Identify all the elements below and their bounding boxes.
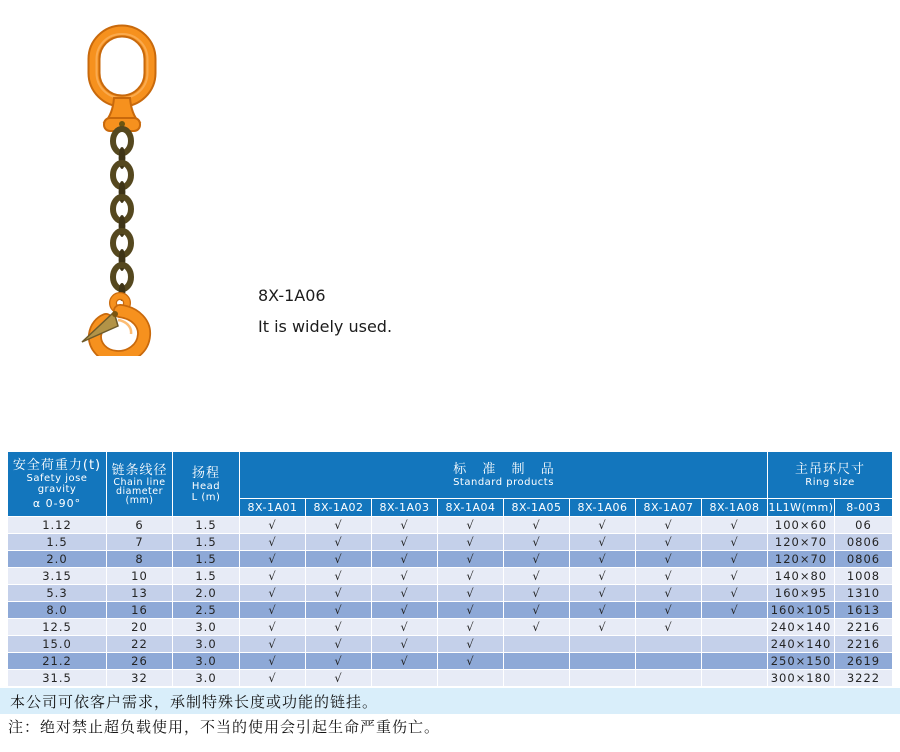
column-header-8x-1a02: 8X-1A02 (306, 499, 371, 516)
ring-code-cell: 1008 (835, 568, 892, 584)
diameter-cell: 20 (107, 619, 172, 635)
load-cell: 15.0 (8, 636, 106, 652)
head-label-zh: 扬程 (191, 465, 220, 481)
check-cell-8x-1a04: √ (438, 585, 503, 601)
check-cell-8x-1a01: √ (240, 585, 305, 601)
chain-diameter-label-en1: Chain line (113, 477, 166, 488)
standard-products-zh: 标 准 制 品 (453, 462, 560, 477)
safe-load-angle: α 0-90° (32, 497, 82, 510)
check-cell-8x-1a08: √ (702, 517, 767, 533)
check-cell-8x-1a02: √ (306, 517, 371, 533)
column-header-8x-1a08: 8X-1A08 (702, 499, 767, 516)
ring-size-cell: 120×70 (768, 534, 834, 550)
check-cell-8x-1a05: √ (504, 551, 569, 567)
column-header-ring-dimensions: 1L1W(mm) (768, 501, 834, 514)
table-row (8, 585, 892, 601)
check-cell-8x-1a08: √ (702, 568, 767, 584)
ring-size-zh: 主吊环尺寸 (794, 462, 865, 477)
diameter-cell: 10 (107, 568, 172, 584)
check-cell-8x-1a06: √ (570, 534, 635, 550)
check-cell-8x-1a05 (504, 670, 569, 686)
diameter-cell: 6 (107, 517, 172, 533)
ring-size-cell: 240×140 (768, 619, 834, 635)
check-cell-8x-1a06 (570, 653, 635, 669)
ring-size-cell: 250×150 (768, 653, 834, 669)
check-cell-8x-1a05: √ (504, 619, 569, 635)
check-cell-8x-1a05 (504, 653, 569, 669)
check-cell-8x-1a01: √ (240, 636, 305, 652)
check-cell-8x-1a08 (702, 619, 767, 635)
check-cell-8x-1a06 (570, 670, 635, 686)
ring-size-en: Ring size (805, 477, 855, 488)
ring-size-cell: 300×180 (768, 670, 834, 686)
head-cell: 1.5 (173, 551, 239, 567)
chain (113, 129, 131, 301)
note-band (0, 688, 900, 714)
column-header-8x-1a05: 8X-1A05 (504, 499, 569, 516)
ring-code-cell: 0806 (835, 551, 892, 567)
note-warning: 注：绝对禁止超负载使用，不当的使用会引起生命严重伤亡。 (8, 718, 441, 736)
check-cell-8x-1a08 (702, 636, 767, 652)
ring-code-cell: 2619 (835, 653, 892, 669)
check-cell-8x-1a06: √ (570, 585, 635, 601)
check-cell-8x-1a01: √ (240, 551, 305, 567)
diameter-cell: 22 (107, 636, 172, 652)
check-cell-8x-1a03: √ (372, 585, 437, 601)
column-header-8x-1a06: 8X-1A06 (570, 499, 635, 516)
ring-size-cell: 240×140 (768, 636, 834, 652)
ring-size-cell: 120×70 (768, 551, 834, 567)
check-cell-8x-1a03: √ (372, 619, 437, 635)
check-cell-8x-1a02: √ (306, 585, 371, 601)
ring-size-cell: 140×80 (768, 568, 834, 584)
check-cell-8x-1a06: √ (570, 568, 635, 584)
ring-code-cell: 2216 (835, 619, 892, 635)
check-cell-8x-1a02: √ (306, 602, 371, 618)
check-cell-8x-1a07 (636, 653, 701, 669)
group-header-ring-size (768, 452, 892, 498)
load-cell: 5.3 (8, 585, 106, 601)
check-cell-8x-1a02: √ (306, 551, 371, 567)
check-cell-8x-1a08: √ (702, 585, 767, 601)
check-cell-8x-1a05: √ (504, 534, 569, 550)
ring-size-cell: 160×95 (768, 585, 834, 601)
check-cell-8x-1a01: √ (240, 602, 305, 618)
check-cell-8x-1a02: √ (306, 653, 371, 669)
check-cell-8x-1a03: √ (372, 568, 437, 584)
check-cell-8x-1a07: √ (636, 551, 701, 567)
check-cell-8x-1a03: √ (372, 517, 437, 533)
table-row (8, 534, 892, 550)
load-cell: 1.12 (8, 517, 106, 533)
ring-size-cell: 160×105 (768, 602, 834, 618)
check-cell-8x-1a05: √ (504, 602, 569, 618)
check-cell-8x-1a01: √ (240, 534, 305, 550)
check-cell-8x-1a03: √ (372, 551, 437, 567)
column-header-8x-1a07: 8X-1A07 (636, 499, 701, 516)
column-header-ring-code: 8-003 (835, 499, 892, 516)
check-cell-8x-1a04: √ (438, 551, 503, 567)
check-cell-8x-1a07: √ (636, 534, 701, 550)
table-row (8, 568, 892, 584)
check-cell-8x-1a07: √ (636, 619, 701, 635)
check-cell-8x-1a06 (570, 636, 635, 652)
head-cell: 2.5 (173, 602, 239, 618)
check-cell-8x-1a04: √ (438, 534, 503, 550)
column-header-head (173, 452, 239, 516)
check-cell-8x-1a02: √ (306, 619, 371, 635)
sling-hook (82, 296, 144, 356)
diameter-cell: 26 (107, 653, 172, 669)
check-cell-8x-1a04: √ (438, 636, 503, 652)
column-header-8x-1a01: 8X-1A01 (240, 499, 305, 516)
head-label-en2: L (m) (191, 491, 221, 503)
check-cell-8x-1a08: √ (702, 602, 767, 618)
column-header-safe-load (8, 452, 106, 516)
group-header-standard-products (240, 452, 767, 498)
head-cell: 3.0 (173, 619, 239, 635)
chain-diameter-label-en3: (mm) (125, 495, 154, 506)
table-header (8, 452, 892, 516)
single-leg-chain-sling-illustration (60, 20, 184, 356)
check-cell-8x-1a06: √ (570, 551, 635, 567)
check-cell-8x-1a08: √ (702, 534, 767, 550)
load-cell: 3.15 (8, 568, 106, 584)
table-row (8, 619, 892, 635)
product-description: It is widely used. (258, 317, 393, 336)
check-cell-8x-1a06: √ (570, 619, 635, 635)
check-cell-8x-1a04: √ (438, 619, 503, 635)
check-cell-8x-1a05: √ (504, 517, 569, 533)
check-cell-8x-1a01: √ (240, 670, 305, 686)
check-cell-8x-1a05 (504, 636, 569, 652)
check-cell-8x-1a03: √ (372, 534, 437, 550)
table-row (8, 670, 892, 686)
check-cell-8x-1a06: √ (570, 602, 635, 618)
check-cell-8x-1a01: √ (240, 653, 305, 669)
ring-code-cell: 06 (835, 517, 892, 533)
table-body (8, 517, 892, 686)
load-cell: 8.0 (8, 602, 106, 618)
head-label-en1: Head (191, 480, 221, 492)
safe-load-label-zh: 安全荷重力(t) (12, 458, 102, 473)
check-cell-8x-1a04 (438, 670, 503, 686)
check-cell-8x-1a02: √ (306, 568, 371, 584)
ring-size-cell: 100×60 (768, 517, 834, 533)
ring-code-cell: 1613 (835, 602, 892, 618)
column-header-8x-1a03: 8X-1A03 (372, 499, 437, 516)
check-cell-8x-1a08: √ (702, 551, 767, 567)
diameter-cell: 13 (107, 585, 172, 601)
ring-code-cell: 1310 (835, 585, 892, 601)
head-cell: 1.5 (173, 568, 239, 584)
table-row (8, 517, 892, 533)
load-cell: 21.2 (8, 653, 106, 669)
column-header-8x-1a04: 8X-1A04 (438, 499, 503, 516)
check-cell-8x-1a03: √ (372, 602, 437, 618)
load-cell: 12.5 (8, 619, 106, 635)
diameter-cell: 7 (107, 534, 172, 550)
product-code: 8X-1A06 (258, 286, 326, 305)
check-cell-8x-1a05: √ (504, 568, 569, 584)
chain-diameter-label-en2: diameter (115, 486, 164, 497)
check-cell-8x-1a07 (636, 670, 701, 686)
column-header-chain-diameter (107, 452, 172, 516)
check-cell-8x-1a06: √ (570, 517, 635, 533)
ring-code-cell: 2216 (835, 636, 892, 652)
table-row (8, 551, 892, 567)
load-cell: 1.5 (8, 534, 106, 550)
check-cell-8x-1a05: √ (504, 585, 569, 601)
check-cell-8x-1a03: √ (372, 653, 437, 669)
check-cell-8x-1a08 (702, 653, 767, 669)
head-cell: 3.0 (173, 636, 239, 652)
chain-diameter-label-zh: 链条线径 (111, 463, 168, 478)
check-cell-8x-1a08 (702, 670, 767, 686)
standard-products-en: Standard products (453, 477, 554, 488)
diameter-cell: 16 (107, 602, 172, 618)
table-row (8, 636, 892, 652)
check-cell-8x-1a02: √ (306, 670, 371, 686)
safe-load-label-en: Safety jose gravity (26, 473, 88, 495)
check-cell-8x-1a03: √ (372, 636, 437, 652)
check-cell-8x-1a07 (636, 636, 701, 652)
note-custom-order: 本公司可依客户需求，承制特殊长度或功能的链挂。 (10, 692, 379, 711)
check-cell-8x-1a02: √ (306, 636, 371, 652)
check-cell-8x-1a04: √ (438, 653, 503, 669)
product-caption (258, 286, 392, 337)
load-cell: 2.0 (8, 551, 106, 567)
check-cell-8x-1a07: √ (636, 517, 701, 533)
table-row (8, 653, 892, 669)
check-cell-8x-1a07: √ (636, 568, 701, 584)
diameter-cell: 8 (107, 551, 172, 567)
check-cell-8x-1a01: √ (240, 619, 305, 635)
check-cell-8x-1a04: √ (438, 602, 503, 618)
check-cell-8x-1a03 (372, 670, 437, 686)
ring-code-cell: 3222 (835, 670, 892, 686)
check-cell-8x-1a01: √ (240, 568, 305, 584)
check-cell-8x-1a04: √ (438, 517, 503, 533)
master-link (94, 31, 150, 101)
head-cell: 3.0 (173, 670, 239, 686)
table-row (8, 602, 892, 618)
load-cell: 31.5 (8, 670, 106, 686)
head-cell: 3.0 (173, 653, 239, 669)
head-cell: 2.0 (173, 585, 239, 601)
check-cell-8x-1a01: √ (240, 517, 305, 533)
ring-code-cell: 0806 (835, 534, 892, 550)
check-cell-8x-1a04: √ (438, 568, 503, 584)
check-cell-8x-1a07: √ (636, 585, 701, 601)
diameter-cell: 32 (107, 670, 172, 686)
check-cell-8x-1a02: √ (306, 534, 371, 550)
spec-table (8, 452, 892, 687)
head-cell: 1.5 (173, 534, 239, 550)
head-cell: 1.5 (173, 517, 239, 533)
check-cell-8x-1a07: √ (636, 602, 701, 618)
